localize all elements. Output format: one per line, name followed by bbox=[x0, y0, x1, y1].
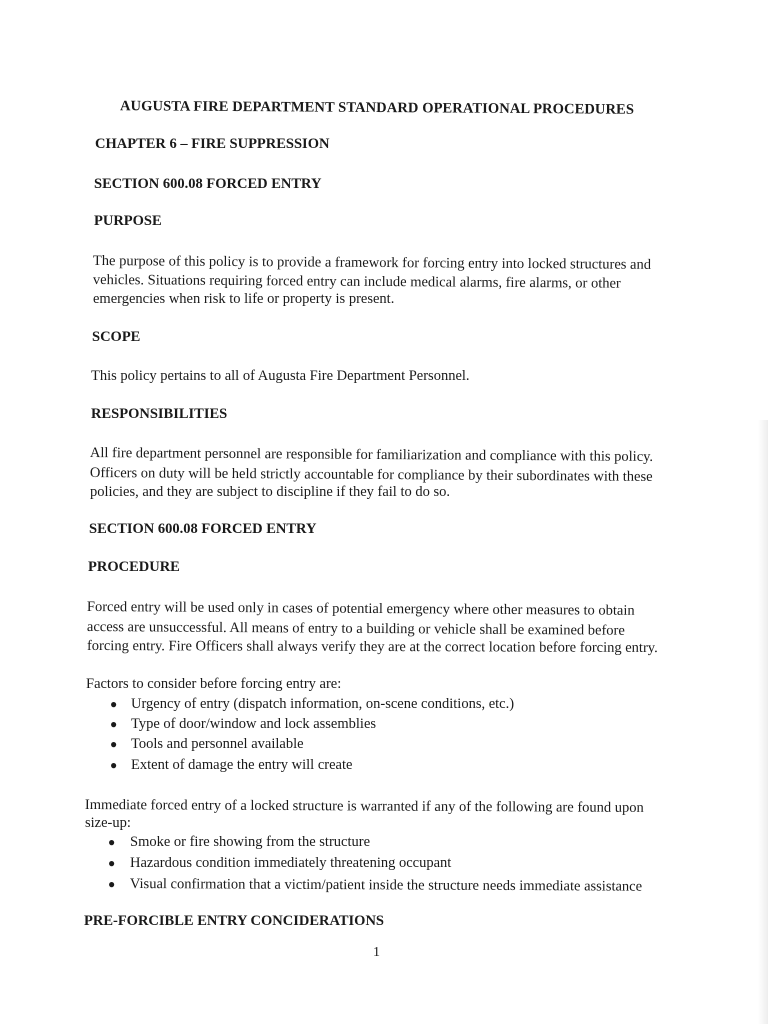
page-number: 1 bbox=[373, 945, 380, 960]
immediate-item: Hazardous condition immediately threatening occupant bbox=[130, 855, 452, 871]
immediate-intro-line: Immediate forced entry of a locked structure is warranted if any of the following are found upon bbox=[84, 797, 644, 816]
procedure-heading: PROCEDURE bbox=[88, 559, 180, 575]
responsibilities-line: All fire department personnel are responsible for familiarization and compliance with this policy. bbox=[89, 444, 654, 465]
factors-intro: Factors to consider before forcing entry are: bbox=[86, 676, 342, 692]
procedure-line: access are unsuccessful. All means of entry to a building or vehicle shall be examined before bbox=[86, 619, 625, 639]
bullet-icon: ● bbox=[110, 697, 118, 711]
page-edge-shadow bbox=[758, 420, 768, 1024]
responsibilities-heading: RESPONSIBILITIES bbox=[91, 406, 228, 422]
bullet-icon: ● bbox=[108, 856, 116, 870]
section-heading: SECTION 600.08 FORCED ENTRY bbox=[89, 521, 317, 537]
procedure-line: forcing entry. Fire Officers shall always verify they are at the correct location before forcing entry. bbox=[86, 638, 658, 656]
bullet-icon: ● bbox=[110, 758, 118, 772]
immediate-intro-line: size-up: bbox=[85, 815, 131, 831]
factor-item: Tools and personnel available bbox=[131, 736, 304, 752]
chapter-heading: CHAPTER 6 – FIRE SUPPRESSION bbox=[95, 136, 330, 152]
bullet-icon: ● bbox=[110, 717, 118, 731]
bullet-icon: ● bbox=[108, 835, 116, 849]
factor-item: Type of door/window and lock assemblies bbox=[131, 716, 377, 732]
pre-forcible-heading: PRE-FORCIBLE ENTRY CONCIDERATIONS bbox=[84, 913, 384, 929]
factor-item: Urgency of entry (dispatch information, on-scene conditions, etc.) bbox=[131, 696, 515, 712]
scope-line: This policy pertains to all of Augusta Fire Department Personnel. bbox=[91, 368, 470, 384]
document-title: AUGUSTA FIRE DEPARTMENT STANDARD OPERATIONAL PROCEDURES bbox=[119, 98, 635, 118]
section-heading: SECTION 600.08 FORCED ENTRY bbox=[94, 176, 322, 192]
purpose-heading: PURPOSE bbox=[94, 213, 162, 229]
immediate-item: Visual confirmation that a victim/patient inside the structure needs immediate assistance bbox=[129, 876, 643, 895]
purpose-line: The purpose of this policy is to provide a framework for forcing entry into locked structures and bbox=[92, 252, 652, 273]
bullet-icon: ● bbox=[110, 737, 118, 751]
immediate-item: Smoke or fire showing from the structure bbox=[130, 834, 371, 850]
purpose-line: emergencies when risk to life or property is present. bbox=[93, 291, 395, 307]
procedure-line: Forced entry will be used only in cases of potential emergency where other measures to obtain bbox=[86, 599, 635, 619]
factor-item: Extent of damage the entry will create bbox=[131, 757, 353, 773]
scope-heading: SCOPE bbox=[92, 329, 141, 345]
responsibilities-line: Officers on duty will be held strictly accountable for compliance by their subordinates with these bbox=[89, 464, 653, 485]
responsibilities-line: policies, and they are subject to discipline if they fail to do so. bbox=[90, 484, 450, 500]
bullet-icon: ● bbox=[108, 877, 116, 891]
purpose-line: vehicles. Situations requiring forced entry can include medical alarms, fire alarms, or other bbox=[92, 271, 621, 292]
